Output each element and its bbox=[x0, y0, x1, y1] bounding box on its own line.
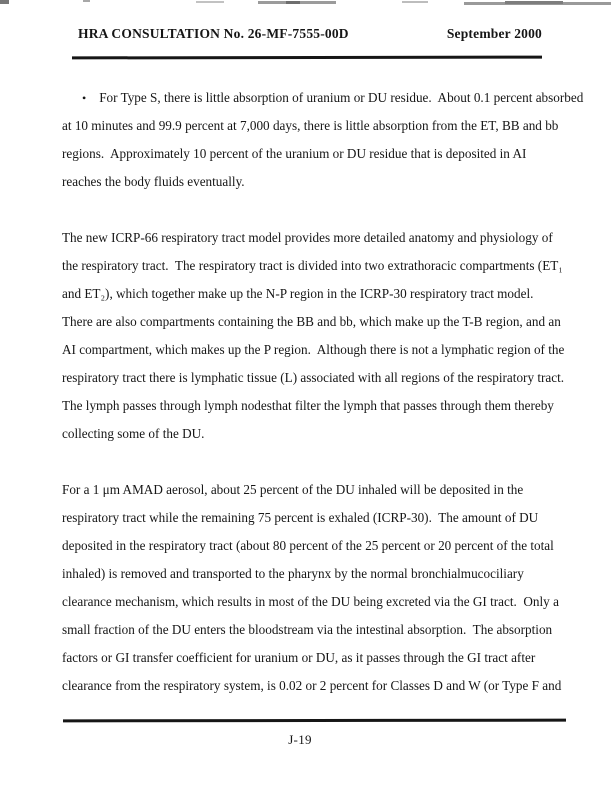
page-number: J-19 bbox=[288, 732, 312, 747]
page-header bbox=[78, 26, 542, 42]
text-line: deposited in the respiratory tract (about 80 percent of the 25 percent or 20 percent of the total bbox=[62, 538, 554, 553]
text-line: For a 1 μm AMAD aerosol, about 25 percent of the DU inhaled will be deposited in the bbox=[62, 482, 524, 497]
scan-artifact bbox=[0, 0, 9, 4]
text-line: factors or GI transfer coefficient for uranium or DU, as it passes through the GI tract after bbox=[62, 650, 536, 665]
text-line: at 10 minutes and 99.9 percent at 7,000 days, there is little absorption from the ET, BB and bb bbox=[62, 118, 559, 133]
icrp66-paragraph bbox=[62, 224, 571, 448]
scan-artifact bbox=[196, 1, 224, 3]
footer-divider bbox=[63, 719, 566, 723]
text-line: The new ICRP-66 respiratory tract model provides more detailed anatomy and physiology of bbox=[62, 230, 553, 245]
bullet-icon: • bbox=[82, 91, 87, 105]
text-line: AI compartment, which makes up the P region. Although there is not a lymphatic region of the bbox=[62, 342, 565, 357]
text-line: small fraction of the DU enters the bloodstream via the intestinal absorption. The absorption bbox=[62, 622, 553, 637]
text-line: regions. Approximately 10 percent of the uranium or DU residue that is deposited in AI bbox=[62, 146, 527, 161]
text-line: The lymph passes through lymph nodesthat filter the lymph that passes through them thereby bbox=[62, 398, 554, 413]
text-line: collecting some of the DU. bbox=[62, 426, 205, 441]
bullet-paragraph bbox=[62, 84, 584, 196]
header-divider bbox=[72, 56, 542, 60]
header-consultation-number: HRA CONSULTATION No. 26-MF-7555-00D bbox=[78, 26, 349, 41]
text-line: clearance from the respiratory system, is 0.02 or 2 percent for Classes D and W (or Type F and bbox=[62, 678, 562, 693]
scan-artifact bbox=[83, 0, 90, 2]
text-line: reaches the body fluids eventually. bbox=[62, 174, 245, 189]
text-line: the respiratory tract. The respiratory tract is divided into two extrathoracic compartments (ET₁ bbox=[62, 258, 563, 273]
scan-artifact bbox=[286, 1, 300, 4]
header-date: September 2000 bbox=[446, 26, 542, 41]
text-line: respiratory tract while the remaining 75 percent is exhaled (ICRP-30). The amount of DU bbox=[62, 510, 539, 525]
text-line bbox=[62, 84, 584, 112]
bullet-first-line: For Type S, there is little absorption of uranium or DU residue. About 0.1 percent absorbed bbox=[99, 90, 584, 105]
text-line: and ET₂), which together make up the N-P region in the ICRP-30 respiratory tract model. bbox=[62, 286, 534, 301]
amad-paragraph bbox=[62, 476, 571, 700]
scan-artifact bbox=[505, 1, 563, 4]
text-line: inhaled) is removed and transported to the pharynx by the normal bronchialmucociliary bbox=[62, 566, 524, 581]
text-line: respiratory tract there is lymphatic tissue (L) associated with all regions of the respiratory tract. bbox=[62, 370, 565, 385]
text-line: clearance mechanism, which results in most of the DU being excreted via the GI tract. Only a bbox=[62, 594, 559, 609]
text-line: There are also compartments containing the BB and bb, which make up the T-B region, and an bbox=[62, 314, 561, 329]
scan-artifact bbox=[402, 1, 428, 3]
